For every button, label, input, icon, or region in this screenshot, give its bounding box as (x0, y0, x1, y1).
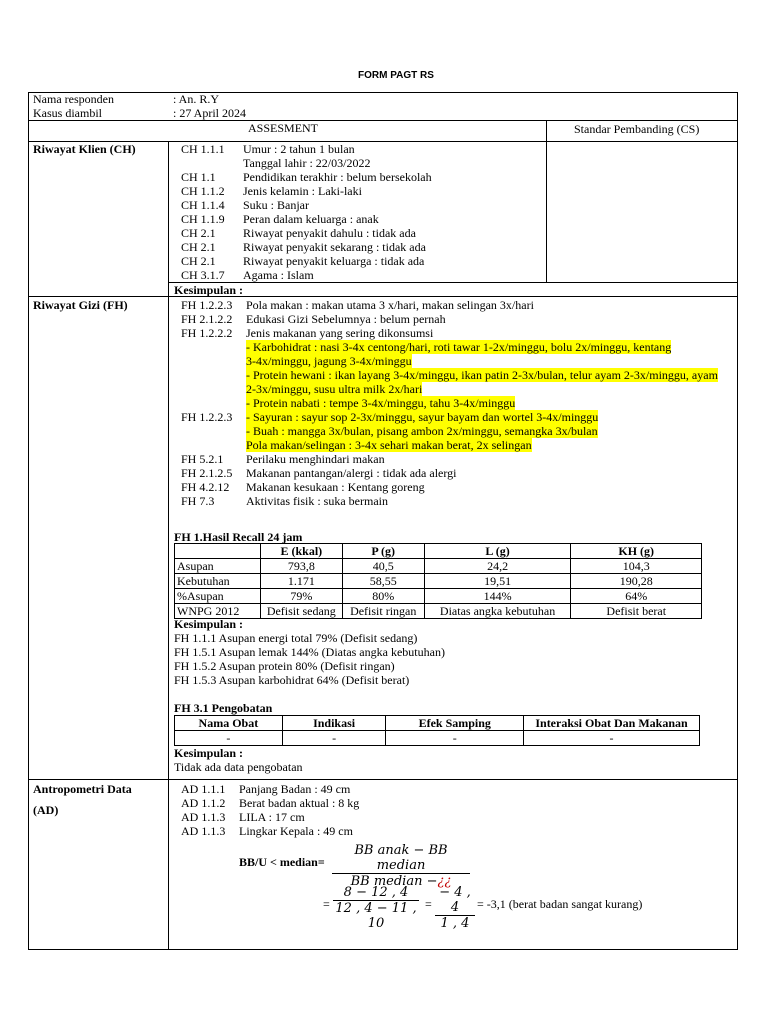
table-cell: Asupan (175, 559, 261, 574)
ch-item-text: Riwayat penyakit keluarga : tidak ada (243, 254, 425, 268)
fh-item-code: FH 4.2.12 (181, 480, 230, 494)
form-title: FORM PAGT RS (358, 70, 434, 81)
column-header: L (g) (424, 544, 571, 559)
ch-item-code: CH 3.1.7 (181, 268, 225, 282)
fh-item-text: Makanan kesukaan : Kentang goreng (246, 480, 425, 494)
fh-food-line (246, 382, 422, 396)
ch-item-text: Peran dalam keluarga : anak (243, 212, 379, 226)
table-border-top (28, 92, 738, 93)
row-divider-header (28, 120, 738, 121)
table-cell: - (524, 731, 700, 746)
table-row (175, 604, 702, 619)
ch-item-text: Pendidikan terakhir : belum bersekolah (243, 170, 432, 184)
recall-conclusion: FH 1.5.3 Asupan karbohidrat 64% (Defisit berat) (174, 673, 410, 687)
fh-food-line (246, 424, 598, 438)
fh-food-line (246, 368, 718, 382)
table-cell: - (175, 731, 283, 746)
case-value: : 27 April 2024 (173, 106, 247, 120)
column-divider-label (168, 141, 169, 950)
ch-item-code: CH 1.1.1 (181, 142, 225, 156)
ch-item-text: Suku : Banjar (243, 198, 309, 212)
table-cell: Diatas angka kebutuhan (424, 604, 571, 619)
calc-numerator-2: − 4 , 4 (435, 885, 475, 916)
ad-item-code: AD 1.1.2 (181, 796, 226, 810)
table-row (175, 589, 702, 604)
fh-item-code: FH 1.2.2.2 (181, 326, 233, 340)
table-cell: Kebutuhan (175, 574, 261, 589)
table-cell: Defisit sedang (260, 604, 342, 619)
recall-title: FH 1.Hasil Recall 24 jam (174, 530, 303, 544)
ad-section-label: Antropometri Data (33, 782, 132, 796)
medication-conclusion: Tidak ada data pengobatan (174, 760, 303, 774)
table-cell: - (282, 731, 386, 746)
column-header: Efek Samping (386, 716, 524, 731)
equals-sign: = (323, 897, 330, 911)
column-header (175, 544, 261, 559)
table-cell: 104,3 (571, 559, 702, 574)
ch-item-code: CH 1.1 (181, 170, 216, 184)
column-header: Interaksi Obat Dan Makanan (524, 716, 700, 731)
ad-item-code: AD 1.1.1 (181, 782, 226, 796)
standard-header: Standar Pembanding (CS) (574, 122, 700, 136)
row-divider-ch-conclusion (168, 282, 738, 283)
fh-item-code: FH 5.2.1 (181, 452, 224, 466)
ad-section-label-abbr: (AD) (33, 803, 59, 817)
ch-item-code: CH 2.1 (181, 254, 216, 268)
table-cell: Defisit berat (571, 604, 702, 619)
medication-conclusion-label: Kesimpulan : (174, 746, 244, 760)
formula-result: = -3,1 (berat badan sangat kurang) (477, 897, 643, 911)
column-divider-standard (546, 120, 547, 283)
ch-item-text: Riwayat penyakit dahulu : tidak ada (243, 226, 416, 240)
table-cell: 144% (424, 589, 571, 604)
fh-food-line (246, 396, 515, 410)
assessment-header: ASSESMENT (248, 121, 319, 135)
ch-item-code: CH 2.1 (181, 240, 216, 254)
fh-food-line (246, 438, 532, 452)
recall-table (174, 543, 702, 619)
ch-item-code: CH 1.1.4 (181, 198, 225, 212)
table-cell: 190,28 (571, 574, 702, 589)
fh-item-code: FH 1.2.2.3 (181, 410, 233, 424)
column-header: Nama Obat (175, 716, 283, 731)
ad-item-text: LILA : 17 cm (239, 810, 305, 824)
row-divider-ad (28, 779, 738, 780)
recall-conclusion: FH 1.1.1 Asupan energi total 79% (Defisit sedang) (174, 631, 418, 645)
column-header: KH (g) (571, 544, 702, 559)
ad-item-text: Panjang Badan : 49 cm (239, 782, 351, 796)
formula-denominator-red: ¿¿ (437, 874, 452, 889)
food-line-text: - Protein hewani : ikan layang 3-4x/minggu, ikan patin 2-3x/bulan, telur ayam 2-3x/minggu, ayam (246, 368, 718, 382)
table-cell: %Asupan (175, 589, 261, 604)
fh-item-code: FH 2.1.2.2 (181, 312, 233, 326)
table-cell: 58,55 (342, 574, 424, 589)
ch-item-code: CH 1.1.2 (181, 184, 225, 198)
respondent-label: Nama responden (33, 92, 114, 106)
column-header: P (g) (342, 544, 424, 559)
column-header: E (kkal) (260, 544, 342, 559)
ch-item-text: Agama : Islam (243, 268, 314, 282)
table-cell: 40,5 (342, 559, 424, 574)
fh-section-label: Riwayat Gizi (FH) (33, 298, 128, 312)
ad-item-text: Lingkar Kepala : 49 cm (239, 824, 353, 838)
ad-item-code: AD 1.1.3 (181, 810, 226, 824)
table-border-right (737, 92, 738, 950)
fh-food-line (246, 354, 412, 368)
formula-denominator-main: BB median − (350, 874, 438, 889)
table-row (175, 731, 700, 746)
food-line-text: - Buah : mangga 3x/bulan, pisang ambon 2x/minggu, semangka 3x/bulan (246, 424, 598, 438)
table-cell: 793,8 (260, 559, 342, 574)
calc-fraction-2 (435, 885, 475, 931)
ch-item-text: Tanggal lahir : 22/03/2022 (243, 156, 371, 170)
table-cell: WNPG 2012 (175, 604, 261, 619)
table-row (175, 574, 702, 589)
table-cell: 19,51 (424, 574, 571, 589)
ch-item-text: Jenis kelamin : Laki-laki (243, 184, 362, 198)
fh-food-line (246, 410, 598, 424)
ch-conclusion-label: Kesimpulan : (174, 283, 244, 297)
column-header: Indikasi (282, 716, 386, 731)
fh-item-text: Pola makan : makan utama 3 x/hari, makan selingan 3x/hari (246, 298, 534, 312)
row-divider-fh (28, 296, 738, 297)
fh-item-code: FH 1.2.2.3 (181, 298, 233, 312)
table-border-left (28, 92, 29, 950)
table-header-row (175, 544, 702, 559)
food-line-text: - Sayuran : sayur sop 2-3x/minggu, sayur bayam dan wortel 3-4x/minggu (246, 410, 599, 424)
ch-item-text: Riwayat penyakit sekarang : tidak ada (243, 240, 426, 254)
table-cell: 79% (260, 589, 342, 604)
recall-conclusion: FH 1.5.2 Asupan protein 80% (Defisit ringan) (174, 659, 395, 673)
ch-item-text: Umur : 2 tahun 1 bulan (243, 142, 355, 156)
table-cell: 24,2 (424, 559, 571, 574)
table-cell: Defisit ringan (342, 604, 424, 619)
fh-item-text: Jenis makanan yang sering dikonsumsi (246, 326, 434, 340)
ch-item-code: CH 2.1 (181, 226, 216, 240)
calc-denominator-1: 12 , 4 − 11 , 10 (335, 901, 417, 931)
medication-table (174, 715, 700, 746)
fh-item-text: Makanan pantangan/alergi : tidak ada alergi (246, 466, 457, 480)
table-header-row (175, 716, 700, 731)
formula-fraction (332, 843, 470, 889)
recall-conclusion: FH 1.5.1 Asupan lemak 144% (Diatas angka kebutuhan) (174, 645, 445, 659)
formula-numerator: BB anak − BB median (332, 843, 470, 874)
table-cell: - (386, 731, 524, 746)
ch-item-code: CH 1.1.9 (181, 212, 225, 226)
respondent-value: : An. R.Y (173, 92, 220, 106)
fh-item-code: FH 7.3 (181, 494, 215, 508)
medication-title: FH 3.1 Pengobatan (174, 701, 273, 715)
ad-item-text: Berat badan aktual : 8 kg (239, 796, 360, 810)
table-border-bottom (28, 949, 738, 950)
calc-numerator-1: 8 − 12 , 4 (333, 885, 419, 901)
table-cell: 1.171 (260, 574, 342, 589)
fh-item-text: Aktivitas fisik : suka bermain (246, 494, 388, 508)
fh-item-code: FH 2.1.2.5 (181, 466, 233, 480)
fh-item-text: Edukasi Gizi Sebelumnya : belum pernah (246, 312, 446, 326)
table-cell: 80% (342, 589, 424, 604)
case-label: Kasus diambil (33, 106, 102, 120)
food-line-text: 2-3x/minggu, susu ultra milk 2x/hari (246, 382, 423, 396)
table-row (175, 559, 702, 574)
fh-food-line (246, 340, 671, 354)
formula-label: BB/U < median= (239, 855, 325, 869)
calc-denominator-2: 1 , 4 (440, 916, 470, 931)
ch-section-label: Riwayat Klien (CH) (33, 142, 136, 156)
food-line-text: - Karbohidrat : nasi 3-4x centong/hari, roti tawar 1-2x/minggu, bolu 2x/minggu, kentang (246, 340, 672, 354)
food-line-text: Pola makan/selingan : 3-4x sehari makan berat, 2x selingan (246, 438, 532, 452)
fh-item-text: Perilaku menghindari makan (246, 452, 385, 466)
calc-fraction-1 (333, 885, 419, 931)
ad-item-code: AD 1.1.3 (181, 824, 226, 838)
food-line-text: - Protein nabati : tempe 3-4x/minggu, tahu 3-4x/minggu (246, 396, 516, 410)
recall-conclusion-label: Kesimpulan : (174, 617, 244, 631)
equals-sign: = (425, 897, 432, 911)
table-cell: 64% (571, 589, 702, 604)
food-line-text: 3-4x/minggu, jagung 3-4x/minggu (246, 354, 412, 368)
